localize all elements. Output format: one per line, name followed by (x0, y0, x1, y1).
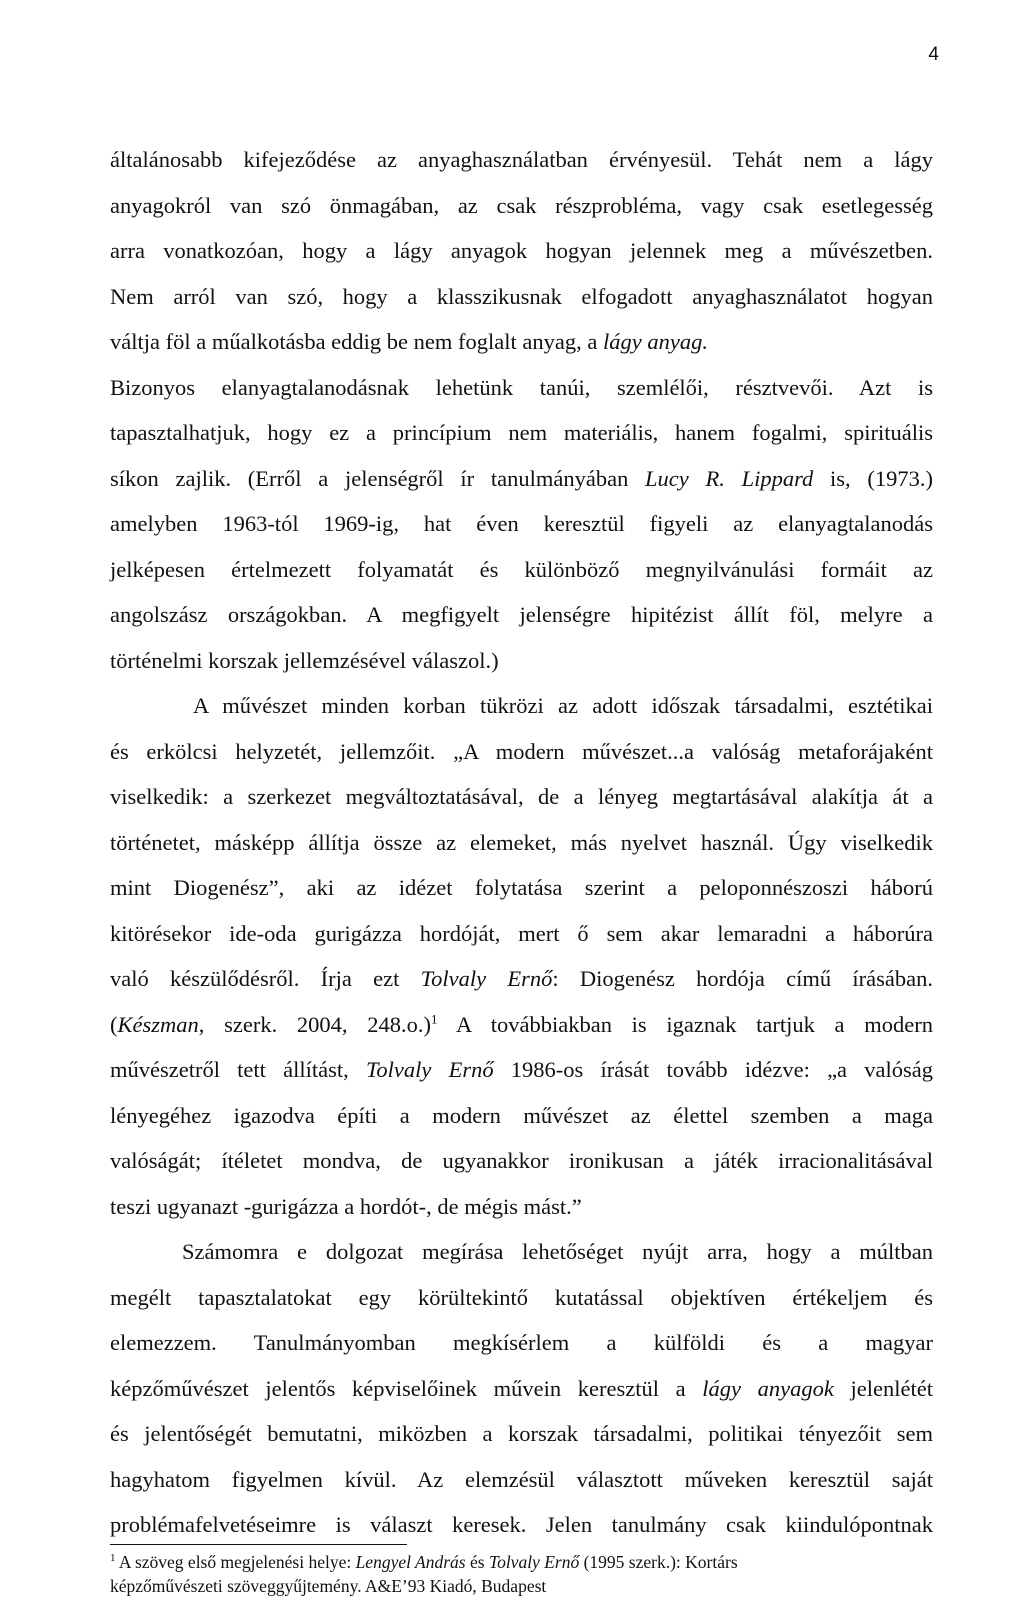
emphasis: Tolvaly Ernő (488, 1552, 580, 1572)
paragraph-2 (110, 683, 933, 1229)
text-line (110, 1047, 933, 1093)
footnote-line (110, 1550, 933, 1574)
text-line: anyagokról van szó önmagában, az csak részprobléma, vagy csak esetlegesség (110, 192, 933, 218)
text-line: megélt tapasztalatokat egy körültekintő kutatással objektíven értékeljem és (110, 1284, 933, 1310)
text-run: való készülődésről. Írja ezt (110, 966, 421, 991)
footnote-line: képzőművészeti szöveggyűjtemény. A&E’93 Kiadó, Budapest (110, 1576, 547, 1596)
text-line (110, 1366, 933, 1412)
text-line: általánosabb kifejeződése az anyaghasználatban érvényesül. Tehát nem a lágy (110, 147, 933, 172)
text-run: síkon zajlik. (Erről a jelenségről ír tanulmányában (110, 465, 646, 491)
emphasis: Készman (117, 1011, 199, 1037)
text-run: képzőművészet jelentős képviselőinek művein keresztül a (110, 1375, 703, 1401)
emphasis: lágy anyag. (602, 329, 708, 354)
text-line: és jelentőségét bemutatni, miközben a korszak társadalmi, politikai tényezőit sem (110, 1421, 933, 1446)
body-text (110, 137, 933, 1548)
text-line: történelmi korszak jellemzésével válaszol.) (110, 647, 499, 673)
text-line (110, 1002, 933, 1048)
text-line: valóságát; ítéletet mondva, de ugyanakkor ironikusan a játék irracionalitásával (110, 1148, 933, 1173)
footnote (110, 1550, 933, 1598)
text-line: A művészet minden korban tükrözi az adott időszak társadalmi, esztétikai (193, 693, 933, 718)
text-run: és (465, 1552, 489, 1572)
text-run: is, (1973.) (813, 465, 933, 491)
text-line: teszi ugyanazt -gurigázza a hordót-, de mégis mást.” (110, 1193, 582, 1219)
text-run: , szerk. 2004, 248.o.) (198, 1011, 432, 1037)
text-run: (1995 szerk.): Kortárs (579, 1552, 738, 1572)
paragraph-1 (110, 137, 933, 683)
text-line: jelképesen értelmezett folyamatát és különböző megnyilvánulási formáit az (110, 556, 933, 582)
text-line (110, 956, 933, 1002)
text-line: kitörésekor ide-oda gurigázza hordóját, mert ő sem akar lemaradni a háborúra (110, 920, 933, 946)
text-line: hagyhatom figyelmen kívül. Az elemzésül választott műveken keresztül saját (110, 1466, 933, 1492)
footnote-reference[interactable]: 1 (431, 1011, 438, 1026)
text-line: Bizonyos elanyagtalanodásnak lehetünk tanúi, szemlélői, résztvevői. Azt is (110, 374, 933, 400)
emphasis: Tolvaly Ernő (365, 1057, 494, 1082)
text-run: A továbbiakban is igaznak tartjuk a modern (437, 1011, 933, 1037)
text-run: váltja föl a műalkotásba eddig be nem foglalt anyag, a (110, 329, 603, 354)
footnote-mark: 1 (110, 1552, 116, 1565)
text-run: : Diogenész hordója című írásában. (552, 966, 933, 991)
text-line: Nem arról van szó, hogy a klasszikusnak elfogadott anyaghasználatot hogyan (110, 283, 933, 309)
text-line: arra vonatkozóan, hogy a lágy anyagok hogyan jelennek meg a művészetben. (110, 238, 933, 263)
text-run: művészetről tett állítást, (110, 1057, 366, 1082)
emphasis: Lengyel András (355, 1552, 466, 1572)
emphasis: Tolvaly Ernő (420, 966, 553, 991)
text-line: amelyben 1963-tól 1969-ig, hat éven keresztül figyeli az elanyagtalanodás (110, 511, 933, 536)
text-line: és erkölcsi helyzetét, jellemzőit. „A modern művészet...a valóság metaforájaként (110, 738, 933, 764)
text-line (110, 319, 933, 365)
emphasis: Lucy R. Lippard (645, 465, 814, 491)
text-line: angolszász országokban. A megfigyelt jelenségre hipitézist állít föl, melyre a (110, 602, 933, 627)
text-run: ( (110, 1011, 118, 1037)
text-run: A szöveg első megjelenési helye: (115, 1552, 356, 1572)
text-line: elemezzem. Tanulmányomban megkísérlem a külföldi és a magyar (110, 1330, 933, 1355)
text-line: történetet, másképp állítja össze az elemeket, más nyelvet használ. Úgy viselkedik (110, 829, 933, 855)
emphasis: lágy anyagok (702, 1375, 834, 1401)
text-line (110, 456, 933, 502)
page-number: 4 (928, 44, 939, 65)
text-line: tapasztalhatjuk, hogy ez a princípium nem materiális, hanem fogalmi, spirituális (110, 420, 933, 445)
paragraph-3 (110, 1229, 933, 1548)
text-run: 1986-os írását tovább idézve: „a valóság (493, 1057, 933, 1082)
text-line: Számomra e dolgozat megírása lehetőséget nyújt arra, hogy a múltban (182, 1239, 933, 1264)
text-line: lényegéhez igazodva építi a modern művészet az élettel szemben a maga (110, 1102, 933, 1128)
footnote-rule (110, 1544, 407, 1545)
text-line: viselkedik: a szerkezet megváltoztatásával, de a lényeg megtartásával alakítja át a (110, 784, 933, 809)
text-line: mint Diogenész”, aki az idézet folytatása szerint a peloponnészoszi háború (110, 875, 933, 900)
text-line: problémafelvetéseimre is választ keresek. Jelen tanulmány csak kiindulópontnak (110, 1512, 933, 1537)
text-run: jelenlétét (833, 1375, 933, 1401)
